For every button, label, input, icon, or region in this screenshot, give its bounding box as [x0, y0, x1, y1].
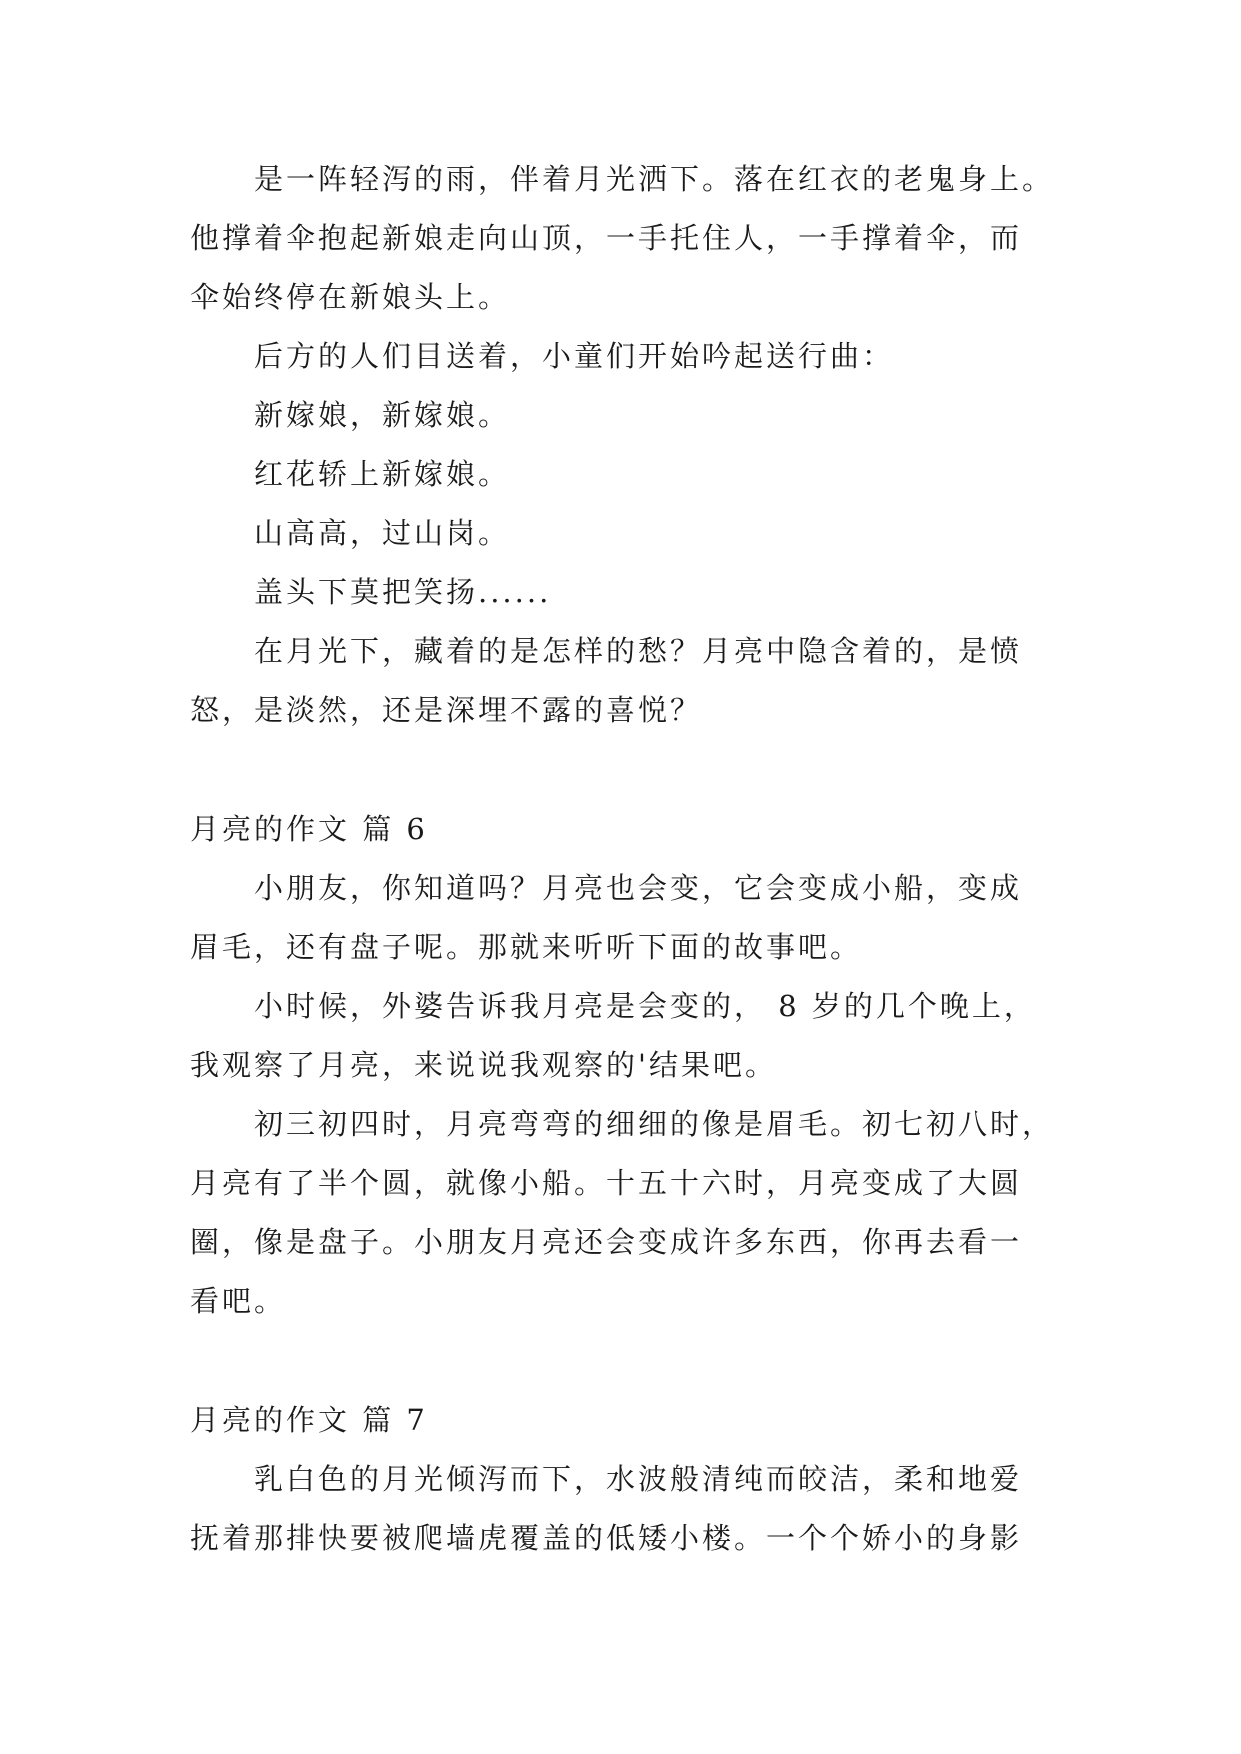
text-line: 月亮有了半个圆，就像小船。十五十六时，月亮变成了大圆: [190, 1166, 1023, 1200]
text-line: 在月光下，藏着的是怎样的愁？月亮中隐含着的，是愤: [254, 634, 1023, 668]
song-line: 新嫁娘，新嫁娘。: [254, 398, 511, 432]
paragraph-rain: [190, 150, 1055, 327]
text-line: 小时候，外婆告诉我月亮是会变的， 8 岁的几个晚上，: [254, 989, 1036, 1023]
song-line: 盖头下莫把笑扬......: [254, 575, 552, 609]
text-line: 怒，是淡然，还是深埋不露的喜悦？: [190, 693, 703, 727]
text-line: 眉毛，还有盘子呢。那就来听听下面的故事吧。: [190, 930, 863, 964]
text-line: 初三初四时，月亮弯弯的细细的像是眉毛。初七初八时，: [254, 1107, 1055, 1141]
text-line: 是一阵轻泻的雨，伴着月光洒下。落在红衣的老鬼身上。: [254, 162, 1055, 196]
paragraph-song: [190, 327, 1050, 622]
section-gap: [190, 1331, 1050, 1391]
song-line: 山高高，过山岗。: [254, 516, 511, 550]
section-title: 月亮的作文 篇 6: [190, 812, 428, 846]
text-line: 后方的人们目送着，小童们开始吟起送行曲：: [254, 339, 895, 373]
text-line: 我观察了月亮，来说说我观察的'结果吧。: [190, 1048, 777, 1082]
text-line: 抚着那排快要被爬墙虎覆盖的低矮小楼。一个个娇小的身影: [190, 1521, 1023, 1555]
document-page: [190, 150, 1055, 1568]
text-line: 圈，像是盘子。小朋友月亮还会变成许多东西，你再去看一: [190, 1225, 1023, 1259]
song-line: 红花轿上新嫁娘。: [254, 457, 511, 491]
text-line: 伞始终停在新娘头上。: [190, 280, 511, 314]
text-line: 乳白色的月光倾泻而下，水波般清纯而皎洁，柔和地爱: [254, 1462, 1023, 1496]
text-line: 小朋友，你知道吗？月亮也会变，它会变成小船，变成: [254, 871, 1023, 905]
paragraph-moonlight: [190, 622, 1050, 740]
section-6: [190, 800, 1055, 1331]
text-line: 他撑着伞抱起新娘走向山顶，一手托住人，一手撑着伞，而: [190, 221, 1023, 255]
section-gap: [190, 740, 1050, 800]
text-line: 看吧。: [190, 1284, 287, 1318]
section-7: [190, 1391, 1050, 1568]
section-title: 月亮的作文 篇 7: [190, 1403, 428, 1437]
